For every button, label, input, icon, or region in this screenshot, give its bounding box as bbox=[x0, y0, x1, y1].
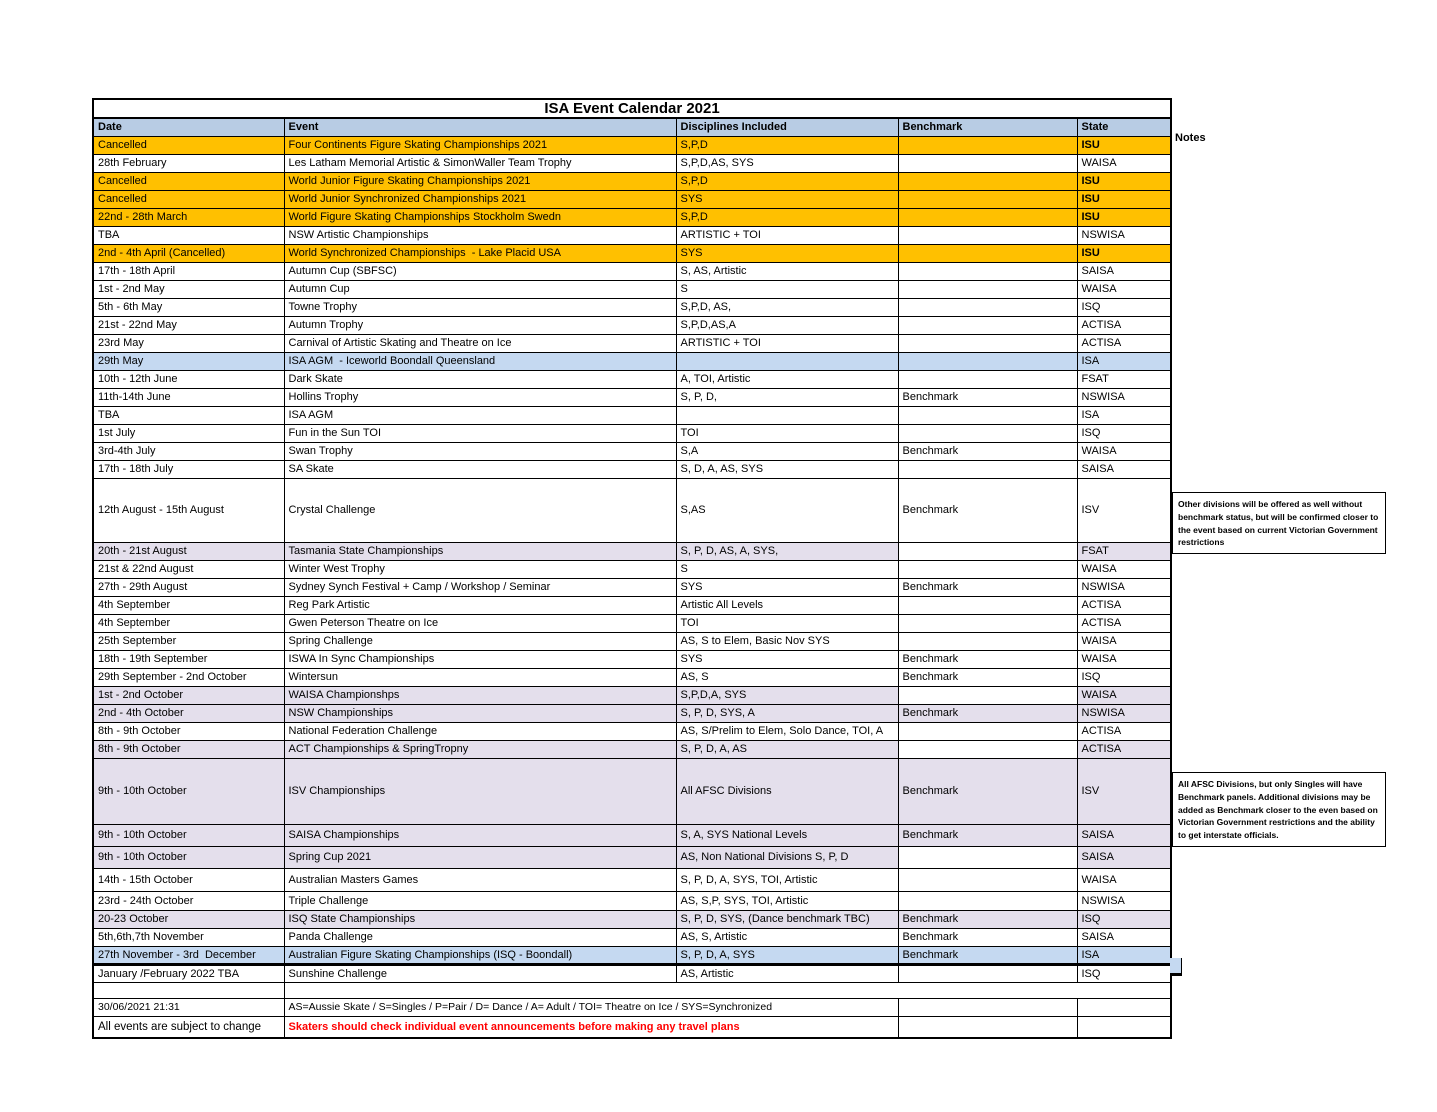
benchmark-cell bbox=[898, 542, 1077, 560]
state-cell: SAISA bbox=[1077, 846, 1171, 868]
disciplines-cell: SYS bbox=[676, 650, 898, 668]
benchmark-cell bbox=[898, 190, 1077, 208]
benchmark-cell bbox=[898, 614, 1077, 632]
table-row bbox=[93, 704, 1171, 722]
table-row bbox=[93, 280, 1171, 298]
event-cell: Crystal Challenge bbox=[284, 478, 676, 542]
date-cell: 29th September - 2nd October bbox=[93, 668, 284, 686]
table-row bbox=[93, 578, 1171, 596]
date-cell: 28th February bbox=[93, 154, 284, 172]
state-cell: SAISA bbox=[1077, 928, 1171, 946]
empty-cell bbox=[898, 998, 1077, 1016]
date-cell: 4th September bbox=[93, 614, 284, 632]
event-cell: Dark Skate bbox=[284, 370, 676, 388]
date-cell: 20th - 21st August bbox=[93, 542, 284, 560]
date-cell: 25th September bbox=[93, 632, 284, 650]
state-cell: SAISA bbox=[1077, 460, 1171, 478]
benchmark-cell bbox=[898, 964, 1077, 982]
table-row bbox=[93, 560, 1171, 578]
title-row bbox=[93, 99, 1171, 118]
event-cell: ISA AGM - Iceworld Boondall Queensland bbox=[284, 352, 676, 370]
date-cell: 9th - 10th October bbox=[93, 846, 284, 868]
event-cell: Australian Figure Skating Championships (ISQ - Boondall) bbox=[284, 946, 676, 964]
disciplines-cell: S, P, D, A, SYS bbox=[676, 946, 898, 964]
benchmark-cell bbox=[898, 596, 1077, 614]
event-cell: Autumn Cup bbox=[284, 280, 676, 298]
event-cell: SAISA Championships bbox=[284, 824, 676, 846]
disciplines-cell: S,P,D bbox=[676, 136, 898, 154]
state-cell: WAISA bbox=[1077, 560, 1171, 578]
date-cell: 17th - 18th July bbox=[93, 460, 284, 478]
state-cell: ISA bbox=[1077, 406, 1171, 424]
event-cell: Carnival of Artistic Skating and Theatre on Ice bbox=[284, 334, 676, 352]
event-cell: World Synchronized Championships - Lake Placid USA bbox=[284, 244, 676, 262]
benchmark-cell bbox=[898, 172, 1077, 190]
date-cell: 27th November - 3rd December bbox=[93, 946, 284, 964]
event-cell: Gwen Peterson Theatre on Ice bbox=[284, 614, 676, 632]
benchmark-cell bbox=[898, 891, 1077, 910]
event-cell: Spring Cup 2021 bbox=[284, 846, 676, 868]
date-cell: 10th - 12th June bbox=[93, 370, 284, 388]
disciplines-cell: S, D, A, AS, SYS bbox=[676, 460, 898, 478]
disciplines-cell: AS, S,P, SYS, TOI, Artistic bbox=[676, 891, 898, 910]
highlight-row-extension bbox=[1170, 958, 1182, 976]
event-cell: Towne Trophy bbox=[284, 298, 676, 316]
event-cell: Tasmania State Championships bbox=[284, 542, 676, 560]
state-cell: NSWISA bbox=[1077, 891, 1171, 910]
table-row bbox=[93, 596, 1171, 614]
disciplines-cell: TOI bbox=[676, 614, 898, 632]
date-cell: 4th September bbox=[93, 596, 284, 614]
column-header-benchmark: Benchmark bbox=[898, 118, 1077, 136]
empty-cell bbox=[93, 982, 284, 998]
table-row bbox=[93, 334, 1171, 352]
date-cell: 1st July bbox=[93, 424, 284, 442]
benchmark-cell: Benchmark bbox=[898, 910, 1077, 928]
table-row bbox=[93, 226, 1171, 244]
legend-cell: AS=Aussie Skate / S=Singles / P=Pair / D= Dance / A= Adult / TOI= Theatre on Ice / SYS=Synchronized bbox=[284, 998, 898, 1016]
column-header-state: State bbox=[1077, 118, 1171, 136]
event-cell: Autumn Cup (SBFSC) bbox=[284, 262, 676, 280]
column-header-disciplines: Disciplines Included bbox=[676, 118, 898, 136]
benchmark-cell bbox=[898, 154, 1077, 172]
state-cell: NSWISA bbox=[1077, 704, 1171, 722]
event-cell: Swan Trophy bbox=[284, 442, 676, 460]
benchmark-cell: Benchmark bbox=[898, 946, 1077, 964]
benchmark-cell: Benchmark bbox=[898, 388, 1077, 406]
disciplines-cell: S,P,D, AS, bbox=[676, 298, 898, 316]
benchmark-cell bbox=[898, 846, 1077, 868]
benchmark-cell bbox=[898, 316, 1077, 334]
date-cell: Cancelled bbox=[93, 172, 284, 190]
table-row bbox=[93, 460, 1171, 478]
event-cell: NSW Championships bbox=[284, 704, 676, 722]
event-cell: Sunshine Challenge bbox=[284, 964, 676, 982]
table-row bbox=[93, 298, 1171, 316]
table-row bbox=[93, 891, 1171, 910]
disciplines-cell bbox=[676, 352, 898, 370]
disciplines-cell: S, P, D, SYS, A bbox=[676, 704, 898, 722]
empty-cell bbox=[284, 982, 1171, 998]
date-cell: 18th - 19th September bbox=[93, 650, 284, 668]
state-cell: WAISA bbox=[1077, 280, 1171, 298]
date-cell: 1st - 2nd May bbox=[93, 280, 284, 298]
benchmark-cell bbox=[898, 226, 1077, 244]
state-cell: ACTISA bbox=[1077, 722, 1171, 740]
event-cell: World Junior Figure Skating Championships 2021 bbox=[284, 172, 676, 190]
state-cell: SAISA bbox=[1077, 824, 1171, 846]
date-cell: TBA bbox=[93, 226, 284, 244]
table-row bbox=[93, 190, 1171, 208]
disciplines-cell: Artistic All Levels bbox=[676, 596, 898, 614]
note-isv-championships: All AFSC Divisions, but only Singles will have Benchmark panels. Additional divisions may be added as Benchmark closer to the even based on Victorian Government restrictions and the ability to get interstate officials. bbox=[1172, 772, 1386, 847]
column-header-row bbox=[93, 118, 1171, 136]
table-row bbox=[93, 632, 1171, 650]
date-cell: 11th-14th June bbox=[93, 388, 284, 406]
column-header-event: Event bbox=[284, 118, 676, 136]
state-cell: WAISA bbox=[1077, 632, 1171, 650]
table-row bbox=[93, 650, 1171, 668]
state-cell: ISU bbox=[1077, 190, 1171, 208]
table-row bbox=[93, 824, 1171, 846]
date-cell: 20-23 October bbox=[93, 910, 284, 928]
benchmark-cell bbox=[898, 208, 1077, 226]
table-row bbox=[93, 478, 1171, 542]
event-cell: ISQ State Championships bbox=[284, 910, 676, 928]
state-cell: ISU bbox=[1077, 136, 1171, 154]
event-cell: SA Skate bbox=[284, 460, 676, 478]
benchmark-cell: Benchmark bbox=[898, 704, 1077, 722]
benchmark-cell bbox=[898, 632, 1077, 650]
state-cell: ACTISA bbox=[1077, 316, 1171, 334]
state-cell: FSAT bbox=[1077, 370, 1171, 388]
state-cell: ISQ bbox=[1077, 964, 1171, 982]
state-cell: NSWISA bbox=[1077, 578, 1171, 596]
calendar-table bbox=[92, 98, 1172, 1039]
benchmark-cell bbox=[898, 370, 1077, 388]
benchmark-cell bbox=[898, 352, 1077, 370]
date-cell: 27th - 29th August bbox=[93, 578, 284, 596]
column-header-date: Date bbox=[93, 118, 284, 136]
disciplines-cell: S, P, D, bbox=[676, 388, 898, 406]
date-cell: TBA bbox=[93, 406, 284, 424]
event-cell: ACT Championships & SpringTropny bbox=[284, 740, 676, 758]
table-row bbox=[93, 686, 1171, 704]
empty-cell bbox=[1077, 1016, 1171, 1038]
travel-warning-cell: Skaters should check individual event announcements before making any travel plans bbox=[284, 1016, 898, 1038]
event-cell: Australian Masters Games bbox=[284, 868, 676, 891]
benchmark-cell bbox=[898, 686, 1077, 704]
date-cell: 2nd - 4th April (Cancelled) bbox=[93, 244, 284, 262]
disciplines-cell: S bbox=[676, 560, 898, 578]
benchmark-cell: Benchmark bbox=[898, 442, 1077, 460]
disciplines-cell: ARTISTIC + TOI bbox=[676, 334, 898, 352]
table-row bbox=[93, 352, 1171, 370]
benchmark-cell bbox=[898, 868, 1077, 891]
table-row bbox=[93, 910, 1171, 928]
disciplines-cell: S,P,D bbox=[676, 208, 898, 226]
event-cell: Winter West Trophy bbox=[284, 560, 676, 578]
state-cell: WAISA bbox=[1077, 442, 1171, 460]
event-cell: Panda Challenge bbox=[284, 928, 676, 946]
disciplines-cell: S,AS bbox=[676, 478, 898, 542]
date-cell: 23rd May bbox=[93, 334, 284, 352]
empty-cell bbox=[1077, 998, 1171, 1016]
disciplines-cell: S,A bbox=[676, 442, 898, 460]
benchmark-cell: Benchmark bbox=[898, 928, 1077, 946]
timestamp-cell: 30/06/2021 21:31 bbox=[93, 998, 284, 1016]
benchmark-cell: Benchmark bbox=[898, 650, 1077, 668]
state-cell: WAISA bbox=[1077, 154, 1171, 172]
date-cell: 5th,6th,7th November bbox=[93, 928, 284, 946]
date-cell: 3rd-4th July bbox=[93, 442, 284, 460]
benchmark-cell bbox=[898, 740, 1077, 758]
date-cell: 8th - 9th October bbox=[93, 722, 284, 740]
table-row bbox=[93, 388, 1171, 406]
table-row bbox=[93, 614, 1171, 632]
event-cell: Sydney Synch Festival + Camp / Workshop / Seminar bbox=[284, 578, 676, 596]
benchmark-cell bbox=[898, 406, 1077, 424]
table-row bbox=[93, 406, 1171, 424]
benchmark-cell: Benchmark bbox=[898, 758, 1077, 824]
table-row bbox=[93, 946, 1171, 964]
event-cell: Fun in the Sun TOI bbox=[284, 424, 676, 442]
disciplines-cell: SYS bbox=[676, 578, 898, 596]
state-cell: NSWISA bbox=[1077, 226, 1171, 244]
table-row bbox=[93, 846, 1171, 868]
benchmark-cell bbox=[898, 334, 1077, 352]
state-cell: ISU bbox=[1077, 172, 1171, 190]
benchmark-cell bbox=[898, 460, 1077, 478]
date-cell: 12th August - 15th August bbox=[93, 478, 284, 542]
date-cell: 9th - 10th October bbox=[93, 758, 284, 824]
state-cell: ACTISA bbox=[1077, 334, 1171, 352]
table-row bbox=[93, 740, 1171, 758]
disciplines-cell: AS, S bbox=[676, 668, 898, 686]
date-cell: 22nd - 28th March bbox=[93, 208, 284, 226]
disciplines-cell: AS, S, Artistic bbox=[676, 928, 898, 946]
disciplines-cell: SYS bbox=[676, 244, 898, 262]
table-row bbox=[93, 424, 1171, 442]
disciplines-cell: S, P, D, AS, A, SYS, bbox=[676, 542, 898, 560]
state-cell: WAISA bbox=[1077, 686, 1171, 704]
table-row bbox=[93, 154, 1171, 172]
benchmark-cell bbox=[898, 244, 1077, 262]
table-row bbox=[93, 244, 1171, 262]
event-cell: Spring Challenge bbox=[284, 632, 676, 650]
table-row bbox=[93, 542, 1171, 560]
state-cell: ISQ bbox=[1077, 424, 1171, 442]
state-cell: ISU bbox=[1077, 208, 1171, 226]
event-cell: Hollins Trophy bbox=[284, 388, 676, 406]
state-cell: NSWISA bbox=[1077, 388, 1171, 406]
disciplines-cell: S, P, D, A, SYS, TOI, Artistic bbox=[676, 868, 898, 891]
event-cell: Wintersun bbox=[284, 668, 676, 686]
state-cell: WAISA bbox=[1077, 650, 1171, 668]
disciplines-cell: S, A, SYS National Levels bbox=[676, 824, 898, 846]
table-row bbox=[93, 722, 1171, 740]
disciplines-cell: S, P, D, A, AS bbox=[676, 740, 898, 758]
note-crystal-challenge: Other divisions will be offered as well without benchmark status, but will be confirmed closer to the event based on current Victorian Government restrictions bbox=[1172, 492, 1386, 554]
disciplines-cell: S,P,D bbox=[676, 172, 898, 190]
benchmark-cell bbox=[898, 280, 1077, 298]
state-cell: ISQ bbox=[1077, 910, 1171, 928]
event-cell: NSW Artistic Championships bbox=[284, 226, 676, 244]
disclaimer-cell: All events are subject to change bbox=[93, 1016, 284, 1038]
disciplines-cell: S,P,D,AS,A bbox=[676, 316, 898, 334]
benchmark-cell: Benchmark bbox=[898, 824, 1077, 846]
disciplines-cell: All AFSC Divisions bbox=[676, 758, 898, 824]
page-title: ISA Event Calendar 2021 bbox=[93, 99, 1171, 118]
event-cell: Four Continents Figure Skating Championships 2021 bbox=[284, 136, 676, 154]
benchmark-cell bbox=[898, 262, 1077, 280]
table-row bbox=[93, 668, 1171, 686]
table-row bbox=[93, 868, 1171, 891]
disciplines-cell: AS, Non National Divisions S, P, D bbox=[676, 846, 898, 868]
state-cell: ISV bbox=[1077, 478, 1171, 542]
benchmark-cell bbox=[898, 424, 1077, 442]
date-cell: 1st - 2nd October bbox=[93, 686, 284, 704]
disciplines-cell: S, AS, Artistic bbox=[676, 262, 898, 280]
disciplines-cell: SYS bbox=[676, 190, 898, 208]
disciplines-cell: TOI bbox=[676, 424, 898, 442]
disciplines-cell: S bbox=[676, 280, 898, 298]
event-cell: ISA AGM bbox=[284, 406, 676, 424]
table-row bbox=[93, 964, 1171, 982]
state-cell: SAISA bbox=[1077, 262, 1171, 280]
state-cell: FSAT bbox=[1077, 542, 1171, 560]
benchmark-cell: Benchmark bbox=[898, 668, 1077, 686]
table-row bbox=[93, 758, 1171, 824]
state-cell: ISU bbox=[1077, 244, 1171, 262]
date-cell: 21st - 22nd May bbox=[93, 316, 284, 334]
state-cell: ISA bbox=[1077, 946, 1171, 964]
benchmark-cell bbox=[898, 298, 1077, 316]
legend-row bbox=[93, 998, 1171, 1016]
date-cell: 14th - 15th October bbox=[93, 868, 284, 891]
table-row bbox=[93, 136, 1171, 154]
table-row bbox=[93, 442, 1171, 460]
date-cell: 5th - 6th May bbox=[93, 298, 284, 316]
state-cell: ISA bbox=[1077, 352, 1171, 370]
benchmark-cell bbox=[898, 136, 1077, 154]
table-row bbox=[93, 172, 1171, 190]
state-cell: ACTISA bbox=[1077, 596, 1171, 614]
state-cell: ISV bbox=[1077, 758, 1171, 824]
disciplines-cell: A, TOI, Artistic bbox=[676, 370, 898, 388]
state-cell: ACTISA bbox=[1077, 614, 1171, 632]
disclaimer-row bbox=[93, 1016, 1171, 1038]
table-row bbox=[93, 262, 1171, 280]
date-cell: Cancelled bbox=[93, 136, 284, 154]
event-cell: National Federation Challenge bbox=[284, 722, 676, 740]
benchmark-cell bbox=[898, 722, 1077, 740]
date-cell: 29th May bbox=[93, 352, 284, 370]
state-cell: WAISA bbox=[1077, 868, 1171, 891]
table-row bbox=[93, 370, 1171, 388]
state-cell: ISQ bbox=[1077, 668, 1171, 686]
empty-cell bbox=[898, 1016, 1077, 1038]
event-cell: WAISA Championshps bbox=[284, 686, 676, 704]
date-cell: 21st & 22nd August bbox=[93, 560, 284, 578]
disciplines-cell: AS, S/Prelim to Elem, Solo Dance, TOI, A bbox=[676, 722, 898, 740]
disciplines-cell: AS, Artistic bbox=[676, 964, 898, 982]
disciplines-cell: S, P, D, SYS, (Dance benchmark TBC) bbox=[676, 910, 898, 928]
event-cell: Triple Challenge bbox=[284, 891, 676, 910]
date-cell: 2nd - 4th October bbox=[93, 704, 284, 722]
disciplines-cell: S,P,D,A, SYS bbox=[676, 686, 898, 704]
disciplines-cell: AS, S to Elem, Basic Nov SYS bbox=[676, 632, 898, 650]
notes-column-header: Notes bbox=[1175, 132, 1206, 144]
date-cell: Cancelled bbox=[93, 190, 284, 208]
table-row bbox=[93, 208, 1171, 226]
event-cell: Les Latham Memorial Artistic & SimonWaller Team Trophy bbox=[284, 154, 676, 172]
event-cell: ISV Championships bbox=[284, 758, 676, 824]
disciplines-cell: ARTISTIC + TOI bbox=[676, 226, 898, 244]
state-cell: ISQ bbox=[1077, 298, 1171, 316]
state-cell: ACTISA bbox=[1077, 740, 1171, 758]
table-row bbox=[93, 316, 1171, 334]
event-cell: Reg Park Artistic bbox=[284, 596, 676, 614]
date-cell: January /February 2022 TBA bbox=[93, 964, 284, 982]
event-cell: World Figure Skating Championships Stockholm Swedn bbox=[284, 208, 676, 226]
benchmark-cell bbox=[898, 560, 1077, 578]
date-cell: 8th - 9th October bbox=[93, 740, 284, 758]
event-cell: World Junior Synchronized Championships 2021 bbox=[284, 190, 676, 208]
date-cell: 23rd - 24th October bbox=[93, 891, 284, 910]
benchmark-cell: Benchmark bbox=[898, 478, 1077, 542]
empty-row bbox=[93, 982, 1171, 998]
disciplines-cell: S,P,D,AS, SYS bbox=[676, 154, 898, 172]
disciplines-cell bbox=[676, 406, 898, 424]
event-cell: ISWA In Sync Championships bbox=[284, 650, 676, 668]
event-cell: Autumn Trophy bbox=[284, 316, 676, 334]
benchmark-cell: Benchmark bbox=[898, 578, 1077, 596]
date-cell: 17th - 18th April bbox=[93, 262, 284, 280]
table-row bbox=[93, 928, 1171, 946]
date-cell: 9th - 10th October bbox=[93, 824, 284, 846]
